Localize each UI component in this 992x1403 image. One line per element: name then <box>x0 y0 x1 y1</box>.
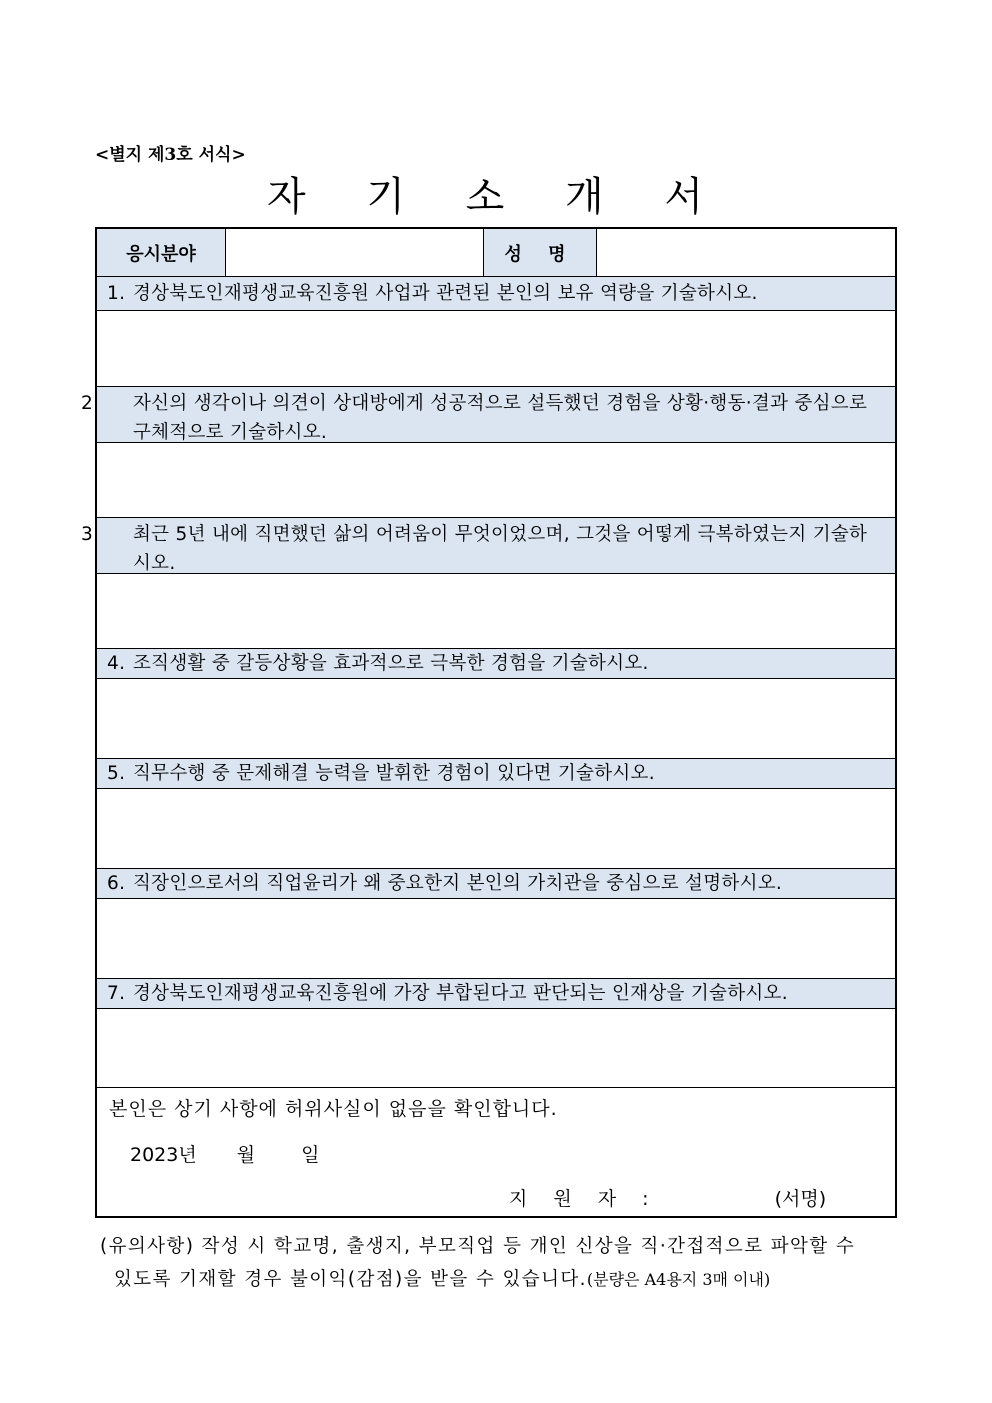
field-label: 응시분야 <box>97 229 226 276</box>
answer-area-4[interactable] <box>97 679 895 758</box>
date-month[interactable]: 월 <box>236 1144 256 1166</box>
name-input[interactable] <box>597 229 895 276</box>
answer-area-5[interactable] <box>97 789 895 868</box>
caution-line-2-text: 있도록 기재할 경우 불이익(감점)을 받을 수 있습니다. <box>114 1269 587 1290</box>
question-number: 1. <box>107 283 126 304</box>
question-4 <box>97 648 895 679</box>
declaration-statement: 본인은 상기 사항에 허위사실이 없음을 확인합니다. <box>109 1098 558 1120</box>
header-row <box>97 229 895 277</box>
question-text: 직무수행 중 문제해결 능력을 발휘한 경험이 있다면 기술하시오. <box>133 763 655 784</box>
signature-line <box>509 1184 826 1211</box>
question-text: 경상북도인재평생교육진흥원 사업과 관련된 본인의 보유 역량을 기술하시오. <box>133 283 758 304</box>
question-1 <box>97 276 895 311</box>
signature-mark[interactable]: (서명) <box>774 1188 827 1210</box>
question-7 <box>97 978 895 1009</box>
caution-line-1: (유의사항) 작성 시 학교명, 출생지, 부모직업 등 개인 신상을 직·간접적으로 파악할 수 <box>100 1236 856 1257</box>
field-input[interactable] <box>226 229 484 276</box>
date-line <box>130 1140 320 1167</box>
answer-area-2[interactable] <box>97 443 895 517</box>
page-limit-note: (분량은 A4용지 3매 이내) <box>586 1270 771 1289</box>
self-introduction-form <box>81 227 897 1218</box>
name-label: 성 명 <box>484 229 597 276</box>
question-text: 최근 5년 내에 직면했던 삶의 어려움이 무엇이었으며, 그것을 어떻게 극복하였는지 기술하시오. <box>133 524 868 574</box>
question-2 <box>81 386 895 443</box>
question-number: 5. <box>107 763 126 784</box>
question-6 <box>97 868 895 899</box>
answer-area-1[interactable] <box>97 311 895 386</box>
question-number: 2. <box>81 393 100 414</box>
date-day[interactable]: 일 <box>301 1144 320 1166</box>
question-text: 직장인으로서의 직업윤리가 왜 중요한지 본인의 가치관을 중심으로 설명하시오. <box>133 873 783 894</box>
document-title: 자 기 소 개 서 <box>266 174 728 220</box>
question-text: 자신의 생각이나 의견이 상대방에게 성공적으로 설득했던 경험을 상황·행동·결과 중심으로 구체적으로 기술하시오. <box>133 393 868 443</box>
date-year[interactable]: 2023년 <box>130 1144 197 1166</box>
question-3 <box>81 517 895 574</box>
question-number: 6. <box>107 873 126 894</box>
answer-area-7[interactable] <box>97 1009 895 1087</box>
question-5 <box>97 758 895 789</box>
question-text: 경상북도인재평생교육진흥원에 가장 부합된다고 판단되는 인재상을 기술하시오. <box>133 983 788 1004</box>
question-text: 조직생활 중 갈등상황을 효과적으로 극복한 경험을 기술하시오. <box>133 653 649 674</box>
question-number: 3. <box>81 524 100 545</box>
form-number-label: <별지 제3호 서식> <box>95 145 246 165</box>
declaration-section <box>97 1087 895 1218</box>
answer-area-6[interactable] <box>97 899 895 978</box>
question-number: 7. <box>107 983 126 1004</box>
answer-area-3[interactable] <box>97 574 895 648</box>
caution-note <box>100 1230 900 1296</box>
applicant-label: 지 원 자 : <box>509 1188 659 1210</box>
caution-line-2 <box>100 1263 900 1296</box>
question-number: 4. <box>107 653 126 674</box>
